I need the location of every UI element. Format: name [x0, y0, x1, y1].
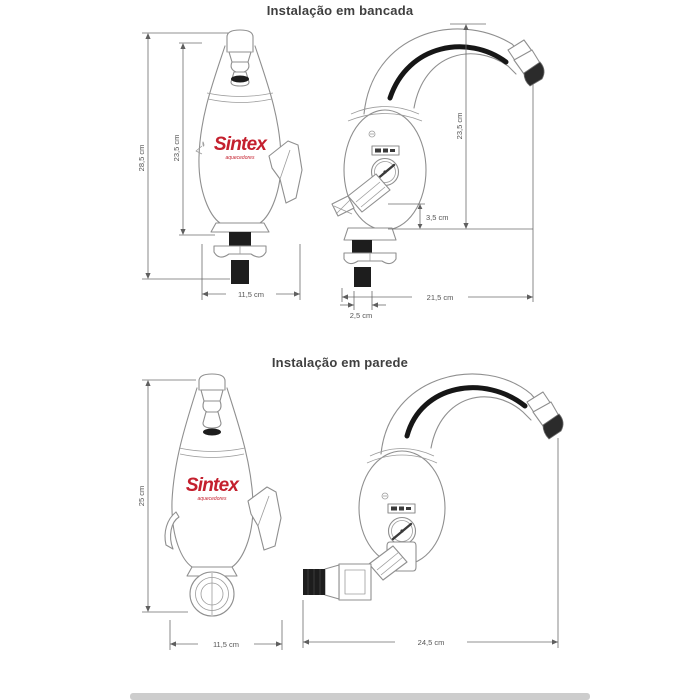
svg-text:23,5 cm: 23,5 cm: [172, 134, 181, 162]
dim-width: [170, 620, 282, 650]
parede-title: Instalação em parede: [271, 355, 409, 370]
bancada-side-view-drawing: [328, 18, 573, 323]
svg-text:3,5 cm: 3,5 cm: [426, 213, 449, 222]
dim-inlet-offset: [388, 204, 449, 229]
dim-depth: [303, 438, 558, 648]
lever-handle: [269, 141, 302, 203]
svg-text:24,5 cm: 24,5 cm: [417, 638, 445, 647]
svg-text:23,5 cm: 23,5 cm: [455, 112, 464, 140]
gooseneck-spout: [364, 29, 544, 114]
faucet-spout-front: [227, 30, 253, 86]
aerator-outlet: [231, 76, 249, 83]
deck-mount-pipe: [211, 223, 269, 284]
wall-pipe-and-valve: [303, 542, 416, 600]
svg-text:11,5 cm: 11,5 cm: [212, 640, 240, 649]
svg-text:28,5 cm: 28,5 cm: [137, 144, 146, 172]
faucet-spout-front: [199, 374, 225, 436]
bottom-divider-bar: [130, 693, 590, 700]
wall-elbow: [187, 567, 237, 616]
svg-text:21,5 cm: 21,5 cm: [426, 293, 454, 302]
parede-front-view-drawing: [130, 368, 320, 663]
dim-total-height: [137, 33, 230, 279]
parede-side-view-drawing: [295, 368, 585, 668]
svg-text:2,5 cm: 2,5 cm: [349, 311, 373, 320]
brand-tagline: aquecedores: [197, 496, 227, 502]
temperature-dial: [388, 504, 416, 545]
inlet-valve-and-pipe: [332, 174, 396, 287]
brand-logo: Sintex: [213, 134, 267, 155]
svg-text:25 cm: 25 cm: [137, 485, 146, 507]
dim-body-height: [172, 43, 215, 235]
bancada-front-view-drawing: [130, 22, 320, 312]
bancada-title: Instalação em bancada: [266, 3, 414, 18]
svg-text:11,5 cm: 11,5 cm: [237, 290, 265, 299]
aerator-outlet: [203, 429, 221, 436]
brand-tagline: aquecedores: [225, 155, 255, 161]
dim-height: [137, 380, 196, 612]
brand-logo: Sintex: [185, 475, 239, 496]
gooseneck-spout: [381, 374, 563, 454]
